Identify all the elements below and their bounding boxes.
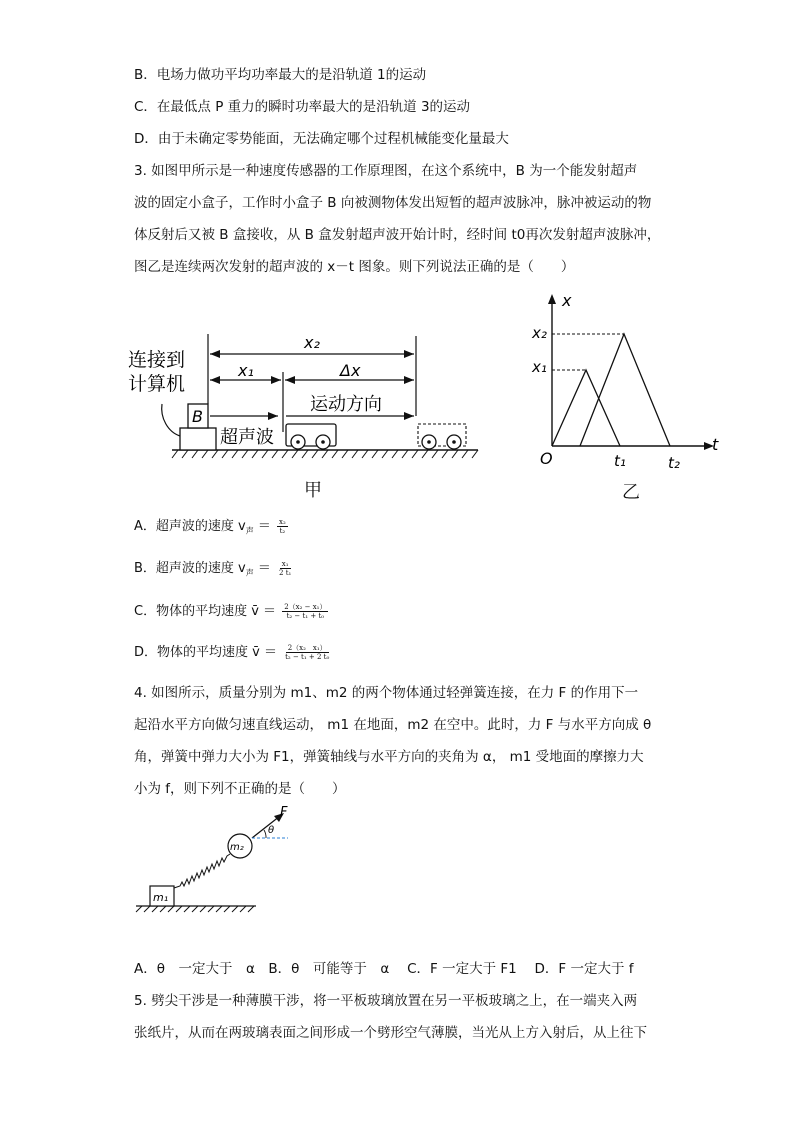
q3-option-c-den: t₂ − t₁ + t₀ (286, 612, 325, 620)
q3-option-a-sub: 声 (245, 526, 254, 536)
q2-option-c: C．在最低点 P 重力的瞬时功率最大的是沿轨道 3的运动 (134, 99, 471, 115)
q4-stem-line3: 角，弹簧中弹力大小为 F1，弹簧轴线与水平方向的夹角为 α， m1 受地面的摩擦力大 (134, 749, 644, 765)
figure-jia (128, 318, 488, 468)
t-axis-label: t (712, 435, 719, 454)
q3-option-a-fraction (277, 518, 288, 535)
q3-option-b-prefix: B．超声波的速度 v (134, 561, 246, 576)
q3-option-d-fraction (283, 644, 331, 661)
m2-label: m₂ (230, 842, 244, 853)
q4-stem-line1: 4. 如图所示，质量分别为 m1、m2 的两个物体通过轻弹簧连接，在力 F 的作用下一 (134, 685, 639, 701)
delta-x-label: Δx (340, 361, 361, 380)
q3-option-b: B．超声波的速度 $v_声$ ＝ $\frac{\text{x₁}}{\text{2 t₁}}$ (134, 560, 292, 578)
q3-option-b-fraction (277, 560, 293, 577)
q2-option-d: D．由于未确定零势能面，无法确定哪个过程机械能变化量最大 (134, 131, 509, 147)
q3-option-d-num: 2（x₂ x₁） (287, 644, 327, 652)
q3-stem-line3: 体反射后又被 B 盒接收，从 B 盒发射超声波开始计时，经时间 t0再次发射超声波脉冲， (134, 227, 661, 243)
q2-option-b: B．电场力做功平均功率最大的是沿轨道 1的运动 (134, 67, 427, 83)
q5-stem-line2: 张纸片，从而在两玻璃表面之间形成一个劈形空气薄膜，当光从上方入射后，从上往下 (134, 1025, 647, 1041)
q3-stem-line2: 波的固定小盒子，工作时小盒子 B 向被测物体发出短暂的超声波脉冲，脉冲被运动的物 (134, 195, 652, 211)
theta-label: θ (268, 825, 275, 836)
q3-option-c (134, 603, 328, 621)
label-computer: 计算机 (128, 373, 186, 395)
q3-option-b-sub: 声 (245, 568, 254, 578)
q3-option-c-prefix: C．物体的平均速度 v̄ ＝ (134, 604, 277, 619)
x2-label: x₂ (304, 333, 320, 352)
origin-label: O (540, 449, 553, 468)
q3-stem-line4: 图乙是连续两次发射的超声波的 x－t 图象。则下列说法正确的是（ ） (134, 259, 575, 275)
caption-jia: 甲 (304, 480, 322, 501)
q3-option-c-num: 2（x₂ − x₁） (284, 603, 327, 611)
x-axis-label: x (562, 291, 572, 310)
force-f-label: F (280, 805, 288, 820)
q3-option-a-prefix: A．超声波的速度 v (134, 519, 246, 534)
q3-option-d-prefix: D．物体的平均速度 v̄ ＝ (134, 645, 277, 660)
q3-option-d-den: t₂ − t₁ + 2 t₀ (285, 653, 330, 661)
q3-option-a-den: t₂ (279, 527, 286, 535)
t1-tick-label: t₁ (614, 452, 626, 470)
q5-stem-line1: 5. 劈尖干涉是一种薄膜干涉，将一平板玻璃放置在另一平板玻璃之上，在一端夹入两 (134, 993, 638, 1009)
box-b-label: B (192, 407, 203, 426)
t2-tick-label: t₂ (668, 454, 680, 472)
m1-label: m₁ (153, 891, 169, 904)
figure-yi (528, 288, 724, 474)
q3-option-d (134, 644, 331, 662)
q3-option-b-den: 2 t₁ (279, 569, 292, 577)
q3-option-c-fraction (282, 603, 328, 620)
q3-option-a-num: x₂ (279, 518, 286, 526)
x1-label: x₁ (238, 361, 254, 380)
figure-spring-masses (130, 800, 300, 920)
q3-option-a: A．超声波的速度 $v_声$ ＝ $\frac{\text{x₂}}{\text{t₂}}$ (134, 518, 286, 536)
q3-option-b-num: x₁ (281, 560, 289, 568)
caption-yi: 乙 (622, 482, 640, 503)
q4-stem-line4: 小为 f，则下列不正确的是（ ） (134, 781, 346, 797)
x1-tick-label: x₁ (532, 358, 547, 376)
q4-stem-line2: 起沿水平方向做匀速直线运动， m1 在地面，m2 在空中。此时，力 F 与水平方向成 θ (134, 717, 652, 733)
label-connect: 连接到 (128, 349, 186, 371)
q4-options: A．θ 一定大于 α B．θ 可能等于 α C．F 一定大于 F1 D．F 一定大于 f (134, 961, 634, 977)
ultrasound-label: 超声波 (220, 427, 274, 448)
motion-direction-label: 运动方向 (310, 394, 382, 415)
q3-stem-line1: 3. 如图甲所示是一种速度传感器的工作原理图，在这个系统中，B 为一个能发射超声 (134, 163, 638, 179)
x2-tick-label: x₂ (532, 324, 547, 342)
